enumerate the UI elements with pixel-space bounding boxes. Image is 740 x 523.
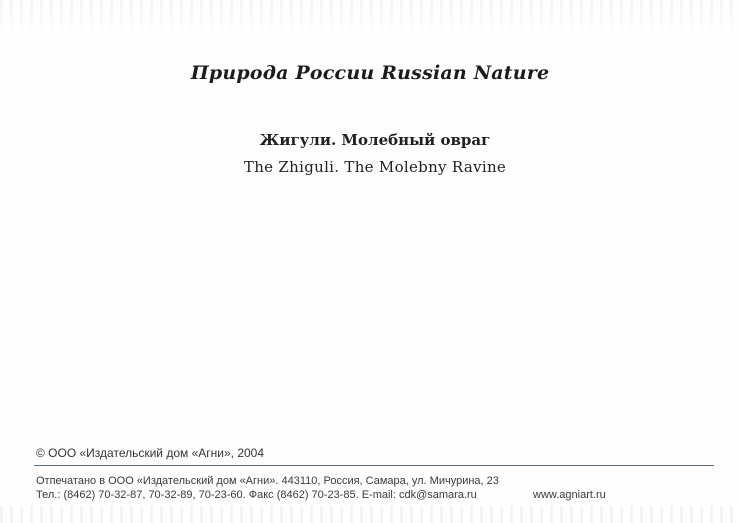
scan-edge-bottom — [0, 506, 740, 523]
printer-address: Отпечатано в ООО «Издательский дом «Агни». 443110, Россия, Самара, ул. Мичурина, 23 — [36, 475, 499, 487]
footer-divider — [34, 465, 714, 466]
scan-edge-top — [0, 0, 740, 34]
caption-english: The Zhiguli. The Molebny Ravine — [243, 158, 507, 176]
caption-russian: Жигули. Молебный овраг — [259, 131, 491, 149]
printer-contacts: Тел.: (8462) 70-32-87, 70-32-89, 70-23-60. Факс (8462) 70-23-85. E-mail: cdk@samara.ru — [36, 489, 477, 501]
publisher-website: www.agniart.ru — [533, 489, 606, 501]
series-title: Природа России Russian Nature — [190, 62, 550, 84]
copyright-notice: © ООО «Издательский дом «Агни», 2004 — [36, 446, 265, 460]
